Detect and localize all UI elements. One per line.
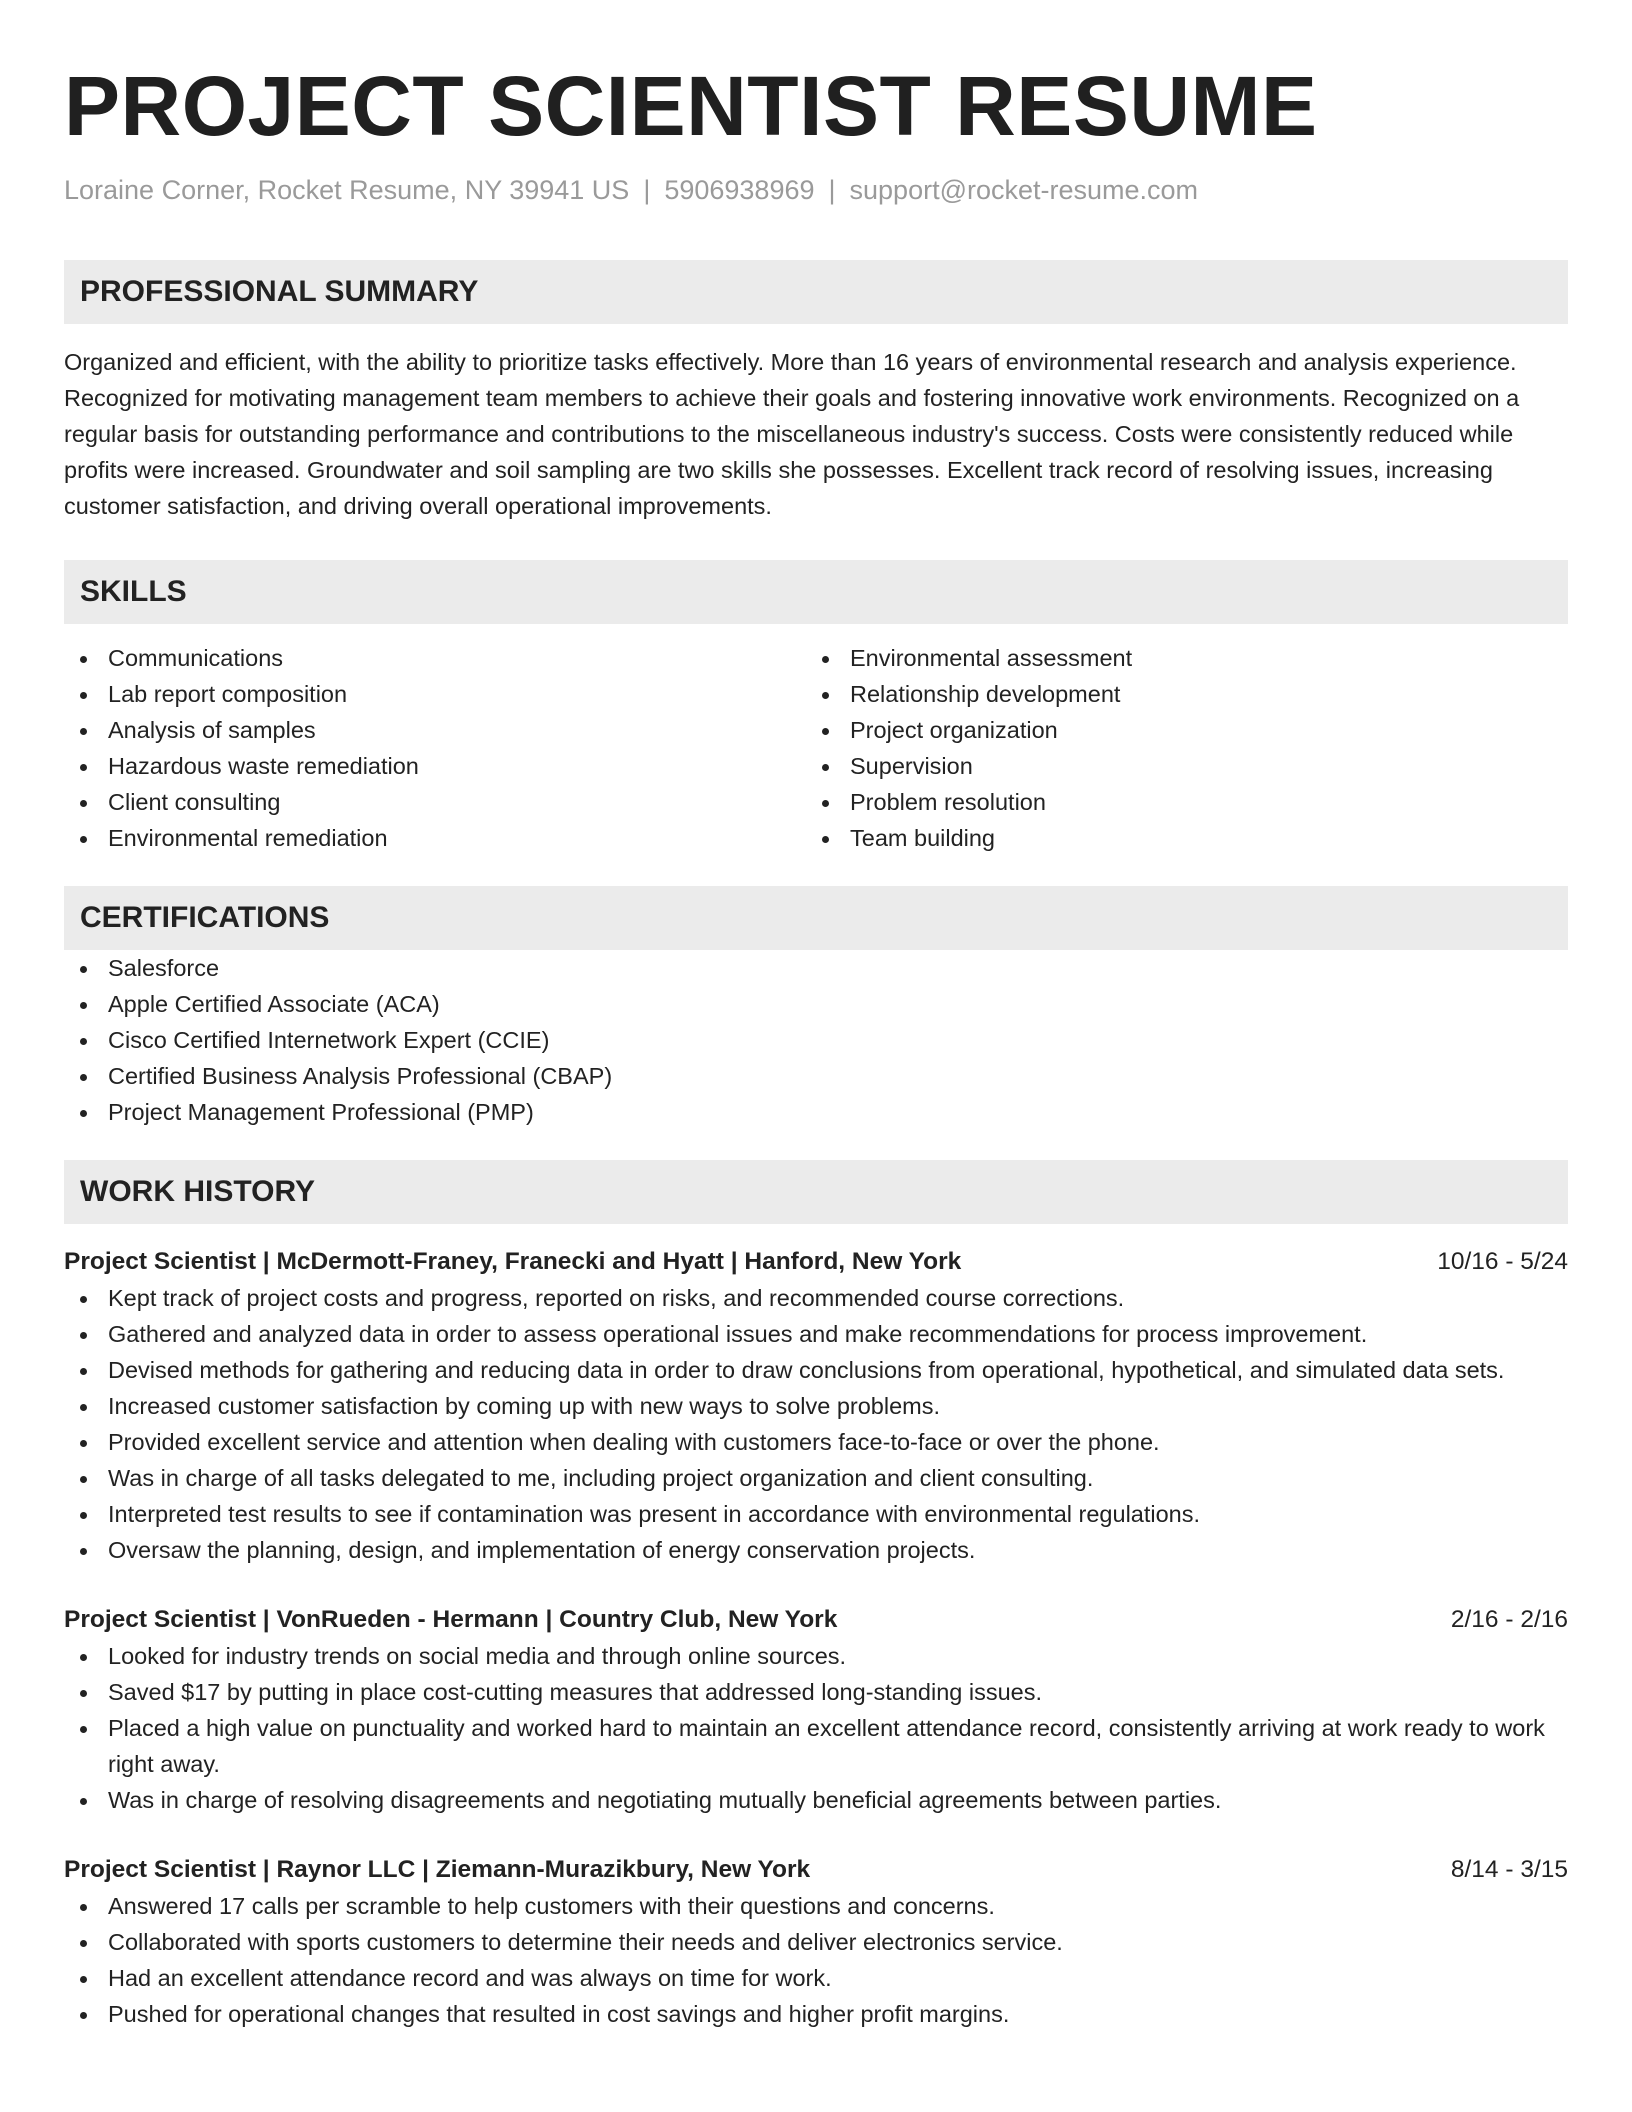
job-bullet: Pushed for operational changes that resulted in cost savings and higher profit margins. [64, 1996, 1568, 2032]
skills-list-left [64, 640, 806, 856]
contact-address: Loraine Corner, Rocket Resume, NY 39941 US [64, 175, 630, 205]
job-bullet: Was in charge of resolving disagreements and negotiating mutually beneficial agreements between parties. [64, 1782, 1568, 1818]
job-title: Project Scientist | McDermott-Franey, Franecki and Hyatt | Hanford, New York [64, 1248, 962, 1275]
skill-item: Supervision [806, 748, 1548, 784]
job-bullet: Had an excellent attendance record and was always on time for work. [64, 1960, 1568, 1996]
job-bullet: Gathered and analyzed data in order to assess operational issues and make recommendations for process improvement. [64, 1316, 1568, 1352]
skill-item: Problem resolution [806, 784, 1548, 820]
certification-item: Apple Certified Associate (ACA) [64, 986, 1568, 1022]
section-header-work-history: WORK HISTORY [64, 1160, 1568, 1224]
section-header-certifications: CERTIFICATIONS [64, 886, 1568, 950]
job-entry [64, 1852, 1568, 2032]
job-bullet: Devised methods for gathering and reducing data in order to draw conclusions from operational, hypothetical, and simulated data sets. [64, 1352, 1568, 1388]
certification-item: Certified Business Analysis Professional (CBAP) [64, 1058, 1568, 1094]
job-bullet: Oversaw the planning, design, and implementation of energy conservation projects. [64, 1532, 1568, 1568]
job-dates: 10/16 - 5/24 [1437, 1248, 1568, 1275]
job-bullets [64, 1888, 1568, 2032]
skills-grid [64, 640, 1568, 856]
job-title: Project Scientist | VonRueden - Hermann | Country Club, New York [64, 1606, 838, 1633]
contact-line [64, 172, 1568, 208]
job-bullet: Interpreted test results to see if contamination was present in accordance with environmental regulations. [64, 1496, 1568, 1532]
job-bullet: Provided excellent service and attention when dealing with customers face-to-face or over the phone. [64, 1424, 1568, 1460]
job-bullet: Looked for industry trends on social media and through online sources. [64, 1638, 1568, 1674]
skill-item: Analysis of samples [64, 712, 806, 748]
job-header [64, 1244, 1568, 1280]
certification-item: Project Management Professional (PMP) [64, 1094, 1568, 1130]
skill-item: Environmental assessment [806, 640, 1548, 676]
summary-text: Organized and efficient, with the ability to prioritize tasks effectively. More than 16 years of environmental research and analysis experience. Recognized for motivating management team members to achieve their goals and fostering innovative work environments. Recognized on a regular basis for outstanding performance and contributions to the miscellaneous industry's success. Costs were consistently reduced while profits were increased. Groundwater and soil sampling are two skills she possesses. Excellent track record of resolving issues, increasing customer satisfaction, and driving overall operational improvements. [64, 349, 1520, 519]
section-header-skills: SKILLS [64, 560, 1568, 624]
job-bullet: Kept track of project costs and progress, reported on risks, and recommended course corrections. [64, 1280, 1568, 1316]
contact-email: support@rocket-resume.com [849, 175, 1199, 205]
job-bullet: Saved $17 by putting in place cost-cutting measures that addressed long-standing issues. [64, 1674, 1568, 1710]
certification-item: Cisco Certified Internetwork Expert (CCIE) [64, 1022, 1568, 1058]
job-bullet: Placed a high value on punctuality and worked hard to maintain an excellent attendance record, consistently arriving at work ready to work right away. [64, 1710, 1568, 1782]
job-dates: 2/16 - 2/16 [1450, 1606, 1568, 1633]
job-entry [64, 1244, 1568, 1568]
contact-separator: | [828, 175, 836, 205]
skill-item: Hazardous waste remediation [64, 748, 806, 784]
contact-phone: 5906938969 [664, 175, 815, 205]
resume-page [64, 0, 1568, 2032]
skill-item: Team building [806, 820, 1548, 856]
job-entry [64, 1602, 1568, 1818]
job-bullet: Increased customer satisfaction by coming up with new ways to solve problems. [64, 1388, 1568, 1424]
skill-item: Relationship development [806, 676, 1548, 712]
job-bullets [64, 1638, 1568, 1818]
contact-separator: | [643, 175, 651, 205]
job-bullet: Collaborated with sports customers to determine their needs and deliver electronics service. [64, 1924, 1568, 1960]
job-bullets [64, 1280, 1568, 1568]
skill-item: Environmental remediation [64, 820, 806, 856]
resume-title: PROJECT SCIENTIST RESUME [64, 59, 1318, 153]
skill-item: Project organization [806, 712, 1548, 748]
section-header-summary: PROFESSIONAL SUMMARY [64, 260, 1568, 324]
skill-item: Client consulting [64, 784, 806, 820]
job-header [64, 1602, 1568, 1638]
skills-list-right [806, 640, 1548, 856]
job-title: Project Scientist | Raynor LLC | Ziemann-Murazikbury, New York [64, 1856, 811, 1883]
job-bullet: Answered 17 calls per scramble to help customers with their questions and concerns. [64, 1888, 1568, 1924]
job-bullet: Was in charge of all tasks delegated to me, including project organization and client consulting. [64, 1460, 1568, 1496]
certification-item: Salesforce [64, 950, 1568, 986]
job-dates: 8/14 - 3/15 [1450, 1856, 1568, 1883]
job-header [64, 1852, 1568, 1888]
skill-item: Lab report composition [64, 676, 806, 712]
certifications-list [64, 950, 1568, 1130]
skill-item: Communications [64, 640, 806, 676]
